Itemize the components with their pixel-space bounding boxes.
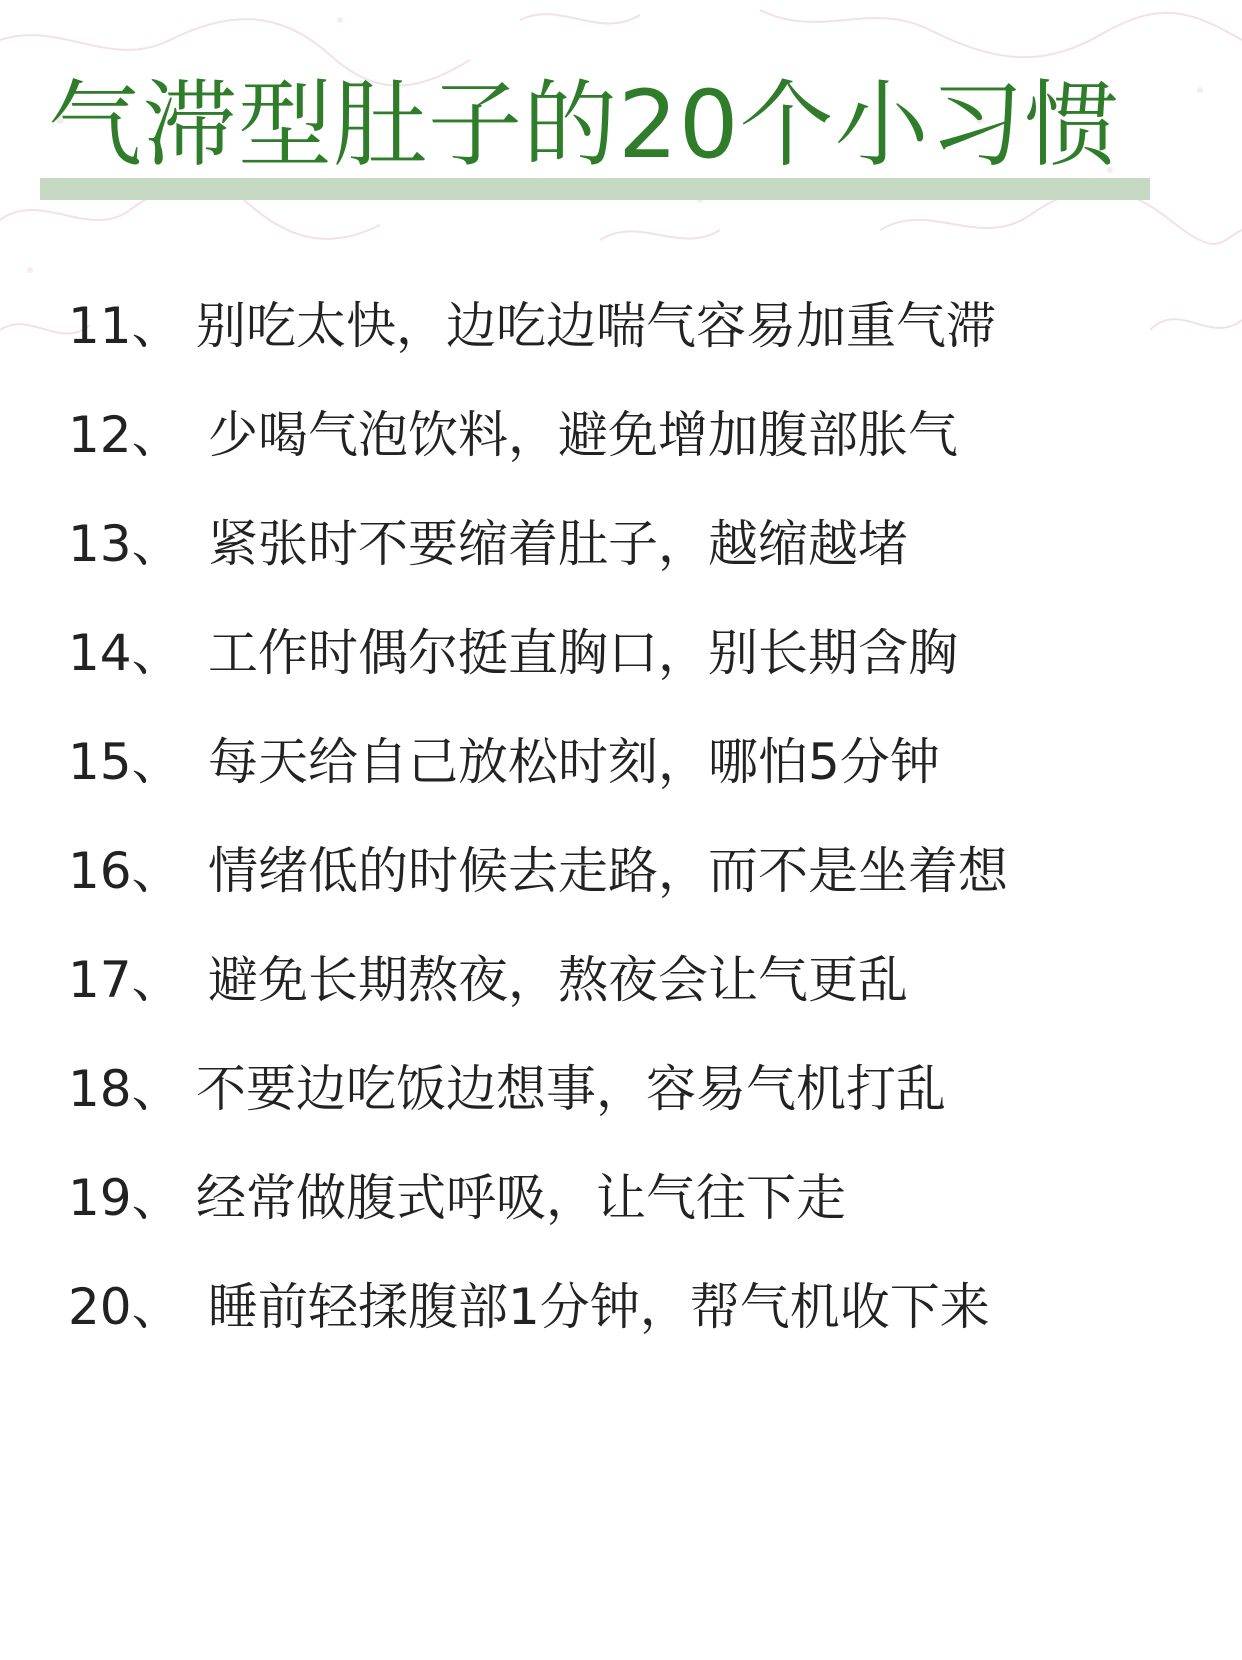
list-item xyxy=(68,1275,1188,1384)
list-item-number: 11、 xyxy=(68,297,182,355)
list-item-text: 少喝气泡饮料，避免增加腹部胀气 xyxy=(208,406,958,464)
list-item xyxy=(68,512,1188,621)
list-item-text: 每天给自己放松时刻，哪怕5分钟 xyxy=(208,733,940,791)
list-item xyxy=(68,730,1188,839)
list-item xyxy=(68,621,1188,730)
list-item-number: 20、 xyxy=(68,1278,182,1336)
list-item-text: 经常做腹式呼吸，让气往下走 xyxy=(196,1169,846,1227)
list-item xyxy=(68,403,1188,512)
list-item-number: 16、 xyxy=(68,842,182,900)
list-item-number: 14、 xyxy=(68,624,182,682)
habit-list xyxy=(68,294,1188,1384)
list-item-number: 19、 xyxy=(68,1169,182,1227)
list-item-number: 15、 xyxy=(68,733,182,791)
list-item xyxy=(68,948,1188,1057)
list-item xyxy=(68,1166,1188,1275)
list-item-text: 情绪低的时候去走路，而不是坐着想 xyxy=(208,842,1008,900)
page-title: 气滞型肚子的20个小习惯 xyxy=(48,71,1120,180)
list-item-text: 避免长期熬夜，熬夜会让气更乱 xyxy=(208,951,908,1009)
list-item xyxy=(68,1057,1188,1166)
list-item-text: 紧张时不要缩着肚子，越缩越堵 xyxy=(208,515,908,573)
list-item-text: 别吃太快，边吃边喘气容易加重气滞 xyxy=(196,297,996,355)
list-item-text: 不要边吃饭边想事，容易气机打乱 xyxy=(196,1060,946,1118)
list-item-text: 睡前轻揉腹部1分钟，帮气机收下来 xyxy=(208,1278,990,1336)
list-item xyxy=(68,839,1188,948)
list-item-number: 12、 xyxy=(68,406,182,464)
list-item-number: 17、 xyxy=(68,951,182,1009)
list-item-number: 18、 xyxy=(68,1060,182,1118)
list-item-number: 13、 xyxy=(68,515,182,573)
list-item-text: 工作时偶尔挺直胸口，别长期含胸 xyxy=(208,624,958,682)
title-block xyxy=(40,68,1150,200)
list-item xyxy=(68,294,1188,403)
